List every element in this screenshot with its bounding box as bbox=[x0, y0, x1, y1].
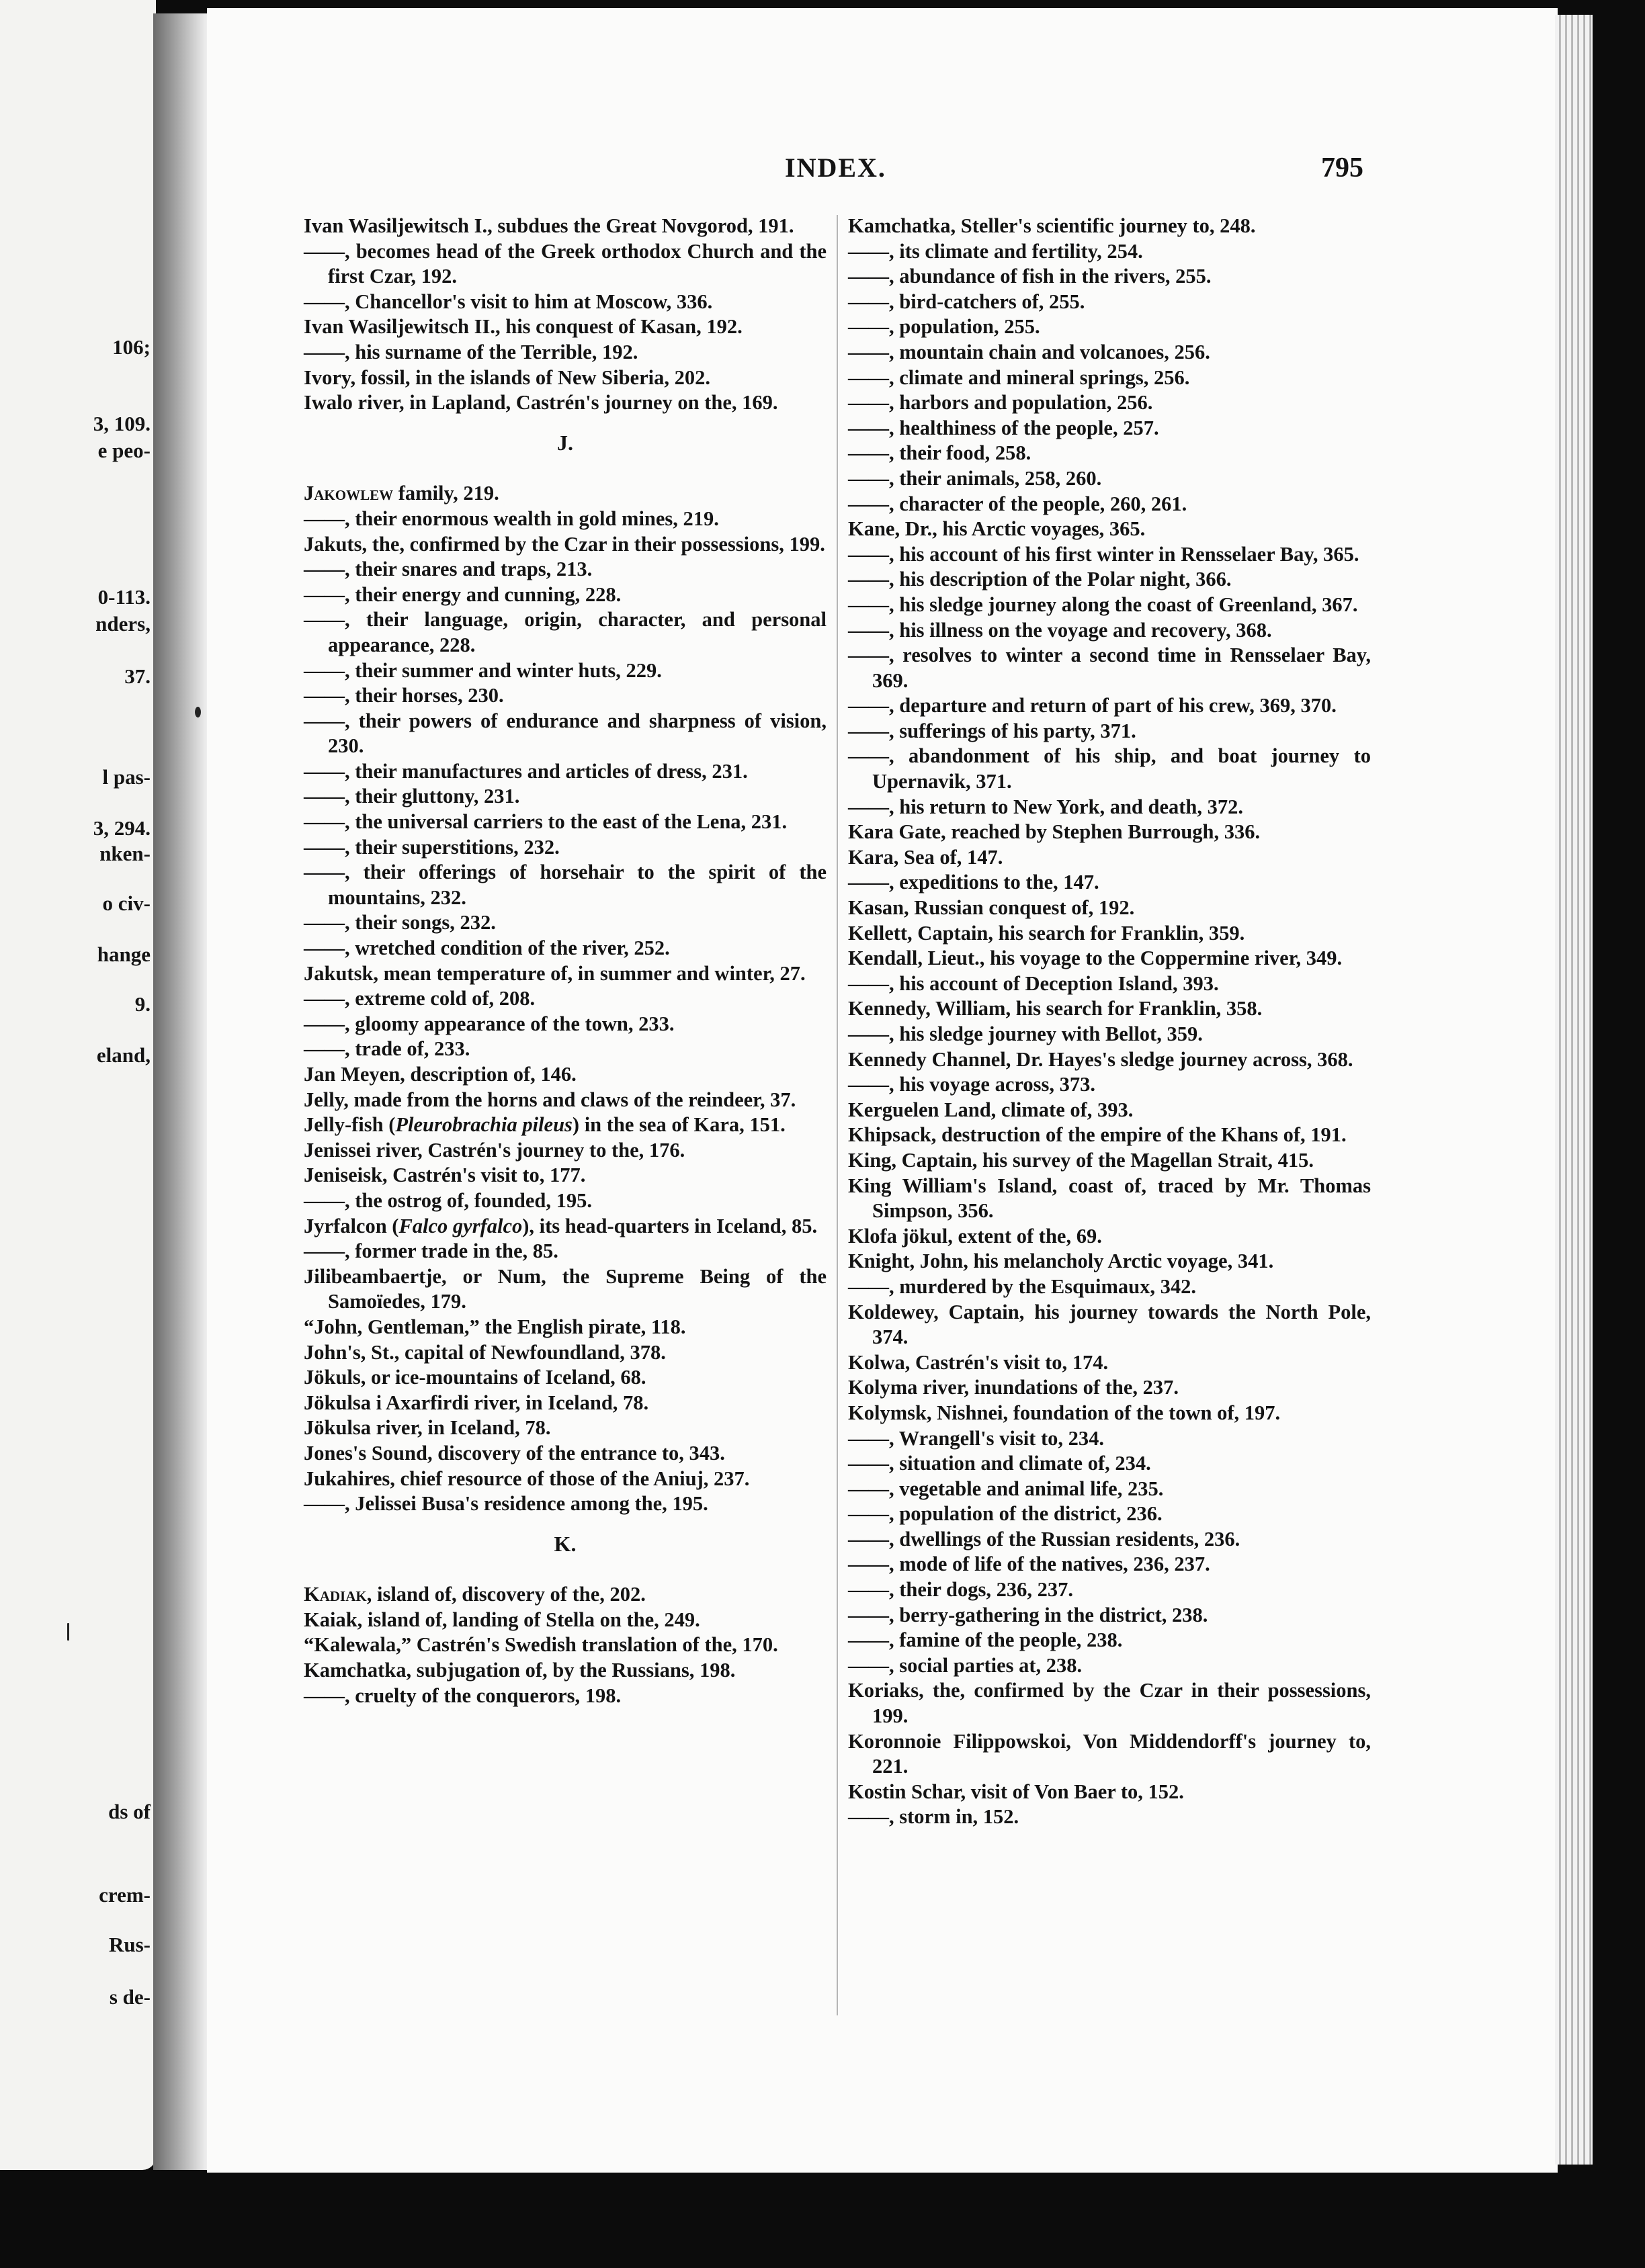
entry-text: ), its head-quarters in Iceland, 85. bbox=[522, 1214, 818, 1237]
index-entry: Ivan Wasiljewitsch II., his conquest of Kasan, 192. bbox=[304, 315, 743, 339]
index-entry: ——, berry-gathering in the district, 238. bbox=[848, 1603, 1208, 1626]
scan-speck bbox=[195, 707, 201, 717]
entry-text: Jyrfalcon ( bbox=[304, 1214, 399, 1237]
scan-speck bbox=[67, 1623, 69, 1641]
index-entry: ——, resolves to winter a second time in Rensselaer Bay, 369. bbox=[848, 644, 1371, 692]
index-entry: Kamchatka, Steller's scientific journey to, 248. bbox=[848, 214, 1256, 237]
section-letter: J. bbox=[557, 430, 573, 455]
index-entry: ——, harbors and population, 256. bbox=[848, 391, 1153, 415]
index-entry: ——, bird-catchers of, 255. bbox=[848, 290, 1085, 313]
entry-lead-word: Jakowlew bbox=[304, 482, 394, 505]
index-entry: ——, their superstitions, 232. bbox=[304, 835, 560, 859]
index-entry: King William's Island, coast of, traced by Mr. Thomas Simpson, 356. bbox=[848, 1174, 1371, 1223]
index-entry: Jukahires, chief resource of those of the Aniuj, 237. bbox=[304, 1467, 750, 1490]
index-entry: Kennedy, William, his search for Franklin, 358. bbox=[848, 997, 1263, 1020]
left-page-fragment: s de- bbox=[109, 1985, 151, 2009]
index-entry: King, Captain, his survey of the Magellan Strait, 415. bbox=[848, 1148, 1314, 1172]
index-entry: ——, his illness on the voyage and recovery, 368. bbox=[848, 618, 1272, 642]
index-entry bbox=[304, 1214, 827, 1239]
index-entry: ——, their energy and cunning, 228. bbox=[304, 582, 622, 606]
index-entry: Kostin Schar, visit of Von Baer to, 152. bbox=[848, 1780, 1184, 1803]
left-page-fragment: hange bbox=[97, 943, 151, 966]
index-entry: ——, mountain chain and volcanoes, 256. bbox=[848, 340, 1210, 363]
left-page-fragment: crem- bbox=[99, 1883, 151, 1907]
book-gutter-shadow bbox=[153, 13, 207, 2170]
index-entry: Kendall, Lieut., his voyage to the Coppermine river, 349. bbox=[848, 947, 1343, 970]
index-entry: ——, former trade in the, 85. bbox=[304, 1239, 558, 1263]
index-entry: Klofa jökul, extent of the, 69. bbox=[848, 1224, 1102, 1248]
index-entry: ——, their powers of endurance and sharpness of vision, 230. bbox=[304, 709, 827, 758]
index-entry: Knight, John, his melancholy Arctic voyage, 341. bbox=[848, 1250, 1274, 1273]
index-entry: Jökulsa i Axarfirdi river, in Iceland, 78. bbox=[304, 1391, 649, 1414]
index-entry: ——, their offerings of horsehair to the spirit of the mountains, 232. bbox=[304, 861, 827, 909]
index-entry: ——, abandonment of his ship, and boat journey to Upernavik, 371. bbox=[848, 744, 1371, 793]
index-entry: Ivory, fossil, in the islands of New Siberia, 202. bbox=[304, 365, 710, 389]
index-entry: ——, the ostrog of, founded, 195. bbox=[304, 1188, 592, 1212]
entry-italic-name: Falco gyrfalco bbox=[398, 1214, 523, 1237]
index-entry: ——, social parties at, 238. bbox=[848, 1653, 1083, 1677]
index-entry: Khipsack, destruction of the empire of the Khans of, 191. bbox=[848, 1123, 1347, 1147]
index-column-left bbox=[304, 214, 827, 1708]
index-entry: ——, his sledge journey with Bellot, 359. bbox=[848, 1022, 1203, 1045]
index-entry: Kellett, Captain, his search for Franklin, 359. bbox=[848, 921, 1245, 945]
index-entry: ——, Jelissei Busa's residence among the, 195. bbox=[304, 1492, 708, 1516]
index-entry: Jilibeambaertje, or Num, the Supreme Being of the Samoïedes, 179. bbox=[304, 1264, 827, 1313]
left-page-fragment: l pas- bbox=[102, 765, 151, 789]
index-entry: Kolwa, Castrén's visit to, 174. bbox=[848, 1350, 1109, 1374]
index-entry: ——, his account of his first winter in Rensselaer Bay, 365. bbox=[848, 542, 1359, 566]
entry-text: Jelly-fish ( bbox=[304, 1113, 396, 1137]
index-entry: ——, becomes head of the Greek orthodox Church and the first Czar, 192. bbox=[304, 239, 827, 288]
index-entry: Kolymsk, Nishnei, foundation of the town of, 197. bbox=[848, 1401, 1281, 1424]
entry-lead-word: Kadiak bbox=[304, 1583, 367, 1606]
index-entry: Kolyma river, inundations of the, 237. bbox=[848, 1376, 1179, 1399]
index-entry: ——, departure and return of part of his crew, 369, 370. bbox=[848, 694, 1337, 717]
index-entry: ——, its climate and fertility, 254. bbox=[848, 239, 1143, 263]
index-entry: Kara, Sea of, 147. bbox=[848, 845, 1003, 869]
entry-text: ) in the sea of Kara, 151. bbox=[572, 1113, 786, 1137]
index-entry: ——, their animals, 258, 260. bbox=[848, 466, 1102, 490]
index-entry: ——, extreme cold of, 208. bbox=[304, 987, 536, 1010]
index-entry: Iwalo river, in Lapland, Castrén's journey on the, 169. bbox=[304, 391, 778, 415]
index-column-right bbox=[848, 214, 1371, 1830]
index-entry: ——, wretched condition of the river, 252. bbox=[304, 936, 670, 960]
index-entry: Jones's Sound, discovery of the entrance to, 343. bbox=[304, 1441, 725, 1465]
index-entry: ——, the universal carriers to the east of the Lena, 231. bbox=[304, 810, 788, 834]
index-entry: Kane, Dr., his Arctic voyages, 365. bbox=[848, 517, 1146, 541]
index-entry: Jenissei river, Castrén's journey to the, 176. bbox=[304, 1138, 685, 1162]
left-page-fragment: nders, bbox=[95, 612, 151, 636]
left-page-fragment: Rus- bbox=[108, 1933, 151, 1956]
page-number: 795 bbox=[1321, 152, 1363, 183]
left-page-fragment: 106; bbox=[112, 335, 151, 359]
index-entry: ——, Chancellor's visit to him at Moscow, 336. bbox=[304, 290, 713, 313]
index-entry: John's, St., capital of Newfoundland, 378. bbox=[304, 1340, 666, 1364]
index-entry: Koriaks, the, confirmed by the Czar in their possessions, 199. bbox=[848, 1679, 1371, 1728]
index-entry: ——, their songs, 232. bbox=[304, 911, 496, 934]
index-entry: ——, dwellings of the Russian residents, 236. bbox=[848, 1527, 1240, 1551]
index-entry: ——, his account of Deception Island, 393. bbox=[848, 971, 1219, 995]
index-entry: ——, their snares and traps, 213. bbox=[304, 558, 593, 581]
index-entry: ——, murdered by the Esquimaux, 342. bbox=[848, 1274, 1196, 1298]
left-page-fragment: 0-113. bbox=[97, 585, 151, 609]
index-entry: “Kalewala,” Castrén's Swedish translation of the, 170. bbox=[304, 1633, 778, 1657]
index-entry: ——, character of the people, 260, 261. bbox=[848, 492, 1187, 515]
section-letter: K. bbox=[554, 1531, 577, 1556]
index-entry: Kasan, Russian conquest of, 192. bbox=[848, 896, 1135, 920]
index-entry: Koronnoie Filippowskoi, Von Middendorff's journey to, 221. bbox=[848, 1729, 1371, 1778]
index-entry: ——, Wrangell's visit to, 234. bbox=[848, 1426, 1104, 1450]
index-entry: Jakutsk, mean temperature of, in summer and winter, 27. bbox=[304, 961, 806, 985]
index-entry: ——, trade of, 233. bbox=[304, 1037, 470, 1061]
entry-text: family, 219. bbox=[393, 482, 499, 505]
column-divider bbox=[837, 215, 838, 2015]
index-entry: ——, famine of the people, 238. bbox=[848, 1628, 1123, 1652]
index-entry: Kamchatka, subjugation of, by the Russians, 198. bbox=[304, 1659, 736, 1682]
index-entry: ——, their enormous wealth in gold mines, 219. bbox=[304, 507, 719, 530]
index-entry: Kennedy Channel, Dr. Hayes's sledge journey across, 368. bbox=[848, 1047, 1353, 1071]
left-page-fragment: 3, 294. bbox=[93, 816, 151, 840]
index-entry: ——, vegetable and animal life, 235. bbox=[848, 1477, 1164, 1500]
index-entry: Kaiak, island of, landing of Stella on the, 249. bbox=[304, 1608, 700, 1631]
index-entry: ——, expeditions to the, 147. bbox=[848, 871, 1099, 894]
left-page-fragment: o civ- bbox=[102, 891, 151, 915]
entry-italic-name: Pleurobrachia pileus bbox=[395, 1113, 573, 1137]
entry-text: , island of, discovery of the, 202. bbox=[366, 1583, 646, 1606]
index-entry: Kerguelen Land, climate of, 393. bbox=[848, 1098, 1134, 1121]
index-entry: ——, gloomy appearance of the town, 233. bbox=[304, 1012, 675, 1035]
index-entry: ——, his return to New York, and death, 372. bbox=[848, 795, 1244, 818]
index-entry: ——, population of the district, 236. bbox=[848, 1502, 1163, 1526]
left-page-fragment: ds of bbox=[108, 1800, 151, 1823]
index-entry: ——, climate and mineral springs, 256. bbox=[848, 365, 1190, 389]
index-entry: ——, his voyage across, 373. bbox=[848, 1073, 1095, 1096]
index-entry: ——, sufferings of his party, 371. bbox=[848, 719, 1136, 742]
index-entry: ——, their food, 258. bbox=[848, 441, 1031, 465]
index-entry: Koldewey, Captain, his journey towards the North Pole, 374. bbox=[848, 1300, 1371, 1349]
page-edges bbox=[1555, 15, 1593, 2165]
index-entry: ——, cruelty of the conquerors, 198. bbox=[304, 1684, 622, 1707]
index-entry bbox=[304, 1582, 827, 1608]
page-header bbox=[0, 152, 1645, 185]
index-entry: ——, population, 255. bbox=[848, 315, 1040, 339]
left-page-fragment: 37. bbox=[124, 664, 151, 688]
index-entry: “John, Gentleman,” the English pirate, 118. bbox=[304, 1315, 686, 1338]
index-entry: Jökuls, or ice-mountains of Iceland, 68. bbox=[304, 1366, 646, 1389]
left-page-fragment: e peo- bbox=[97, 439, 151, 462]
index-entry: Jökulsa river, in Iceland, 78. bbox=[304, 1416, 551, 1440]
index-entry: ——, their summer and winter huts, 229. bbox=[304, 658, 662, 682]
index-entry: ——, his surname of the Terrible, 192. bbox=[304, 340, 638, 363]
index-entry: Jelly, made from the horns and claws of the reindeer, 37. bbox=[304, 1088, 796, 1111]
index-entry: Jeniseisk, Castrén's visit to, 177. bbox=[304, 1164, 586, 1187]
index-entry: ——, healthiness of the people, 257. bbox=[848, 416, 1159, 439]
left-page-fragment: 3, 109. bbox=[93, 412, 151, 435]
index-entry: ——, their gluttony, 231. bbox=[304, 785, 520, 808]
index-entry: ——, their language, origin, character, and personal appearance, 228. bbox=[304, 608, 827, 656]
index-entry bbox=[304, 481, 827, 507]
index-entry: ——, situation and climate of, 234. bbox=[848, 1452, 1151, 1475]
index-entry: ——, their dogs, 236, 237. bbox=[848, 1578, 1073, 1602]
index-entry: Ivan Wasiljewitsch I., subdues the Great Novgorod, 191. bbox=[304, 214, 794, 237]
index-entry: ——, their horses, 230. bbox=[304, 684, 504, 707]
index-entry: ——, his description of the Polar night, 366. bbox=[848, 568, 1232, 591]
left-page-fragment: eland, bbox=[96, 1043, 151, 1067]
index-entry: ——, his sledge journey along the coast of Greenland, 367. bbox=[848, 593, 1358, 616]
index-entry: ——, storm in, 152. bbox=[848, 1805, 1019, 1829]
index-entry: ——, mode of life of the natives, 236, 237. bbox=[848, 1553, 1210, 1576]
index-entry: ——, abundance of fish in the rivers, 255. bbox=[848, 265, 1212, 288]
index-entry: Jan Meyen, description of, 146. bbox=[304, 1063, 577, 1086]
left-page-edge bbox=[0, 0, 156, 2170]
index-entry: Kara Gate, reached by Stephen Burrough, 336. bbox=[848, 820, 1261, 844]
running-title: INDEX. bbox=[785, 152, 886, 183]
left-page-fragment: 9. bbox=[134, 992, 151, 1016]
index-entry: Jakuts, the, confirmed by the Czar in their possessions, 199. bbox=[304, 532, 825, 556]
left-page-fragment: nken- bbox=[99, 842, 151, 865]
index-entry: ——, their manufactures and articles of dress, 231. bbox=[304, 759, 748, 783]
index-entry bbox=[304, 1113, 827, 1138]
